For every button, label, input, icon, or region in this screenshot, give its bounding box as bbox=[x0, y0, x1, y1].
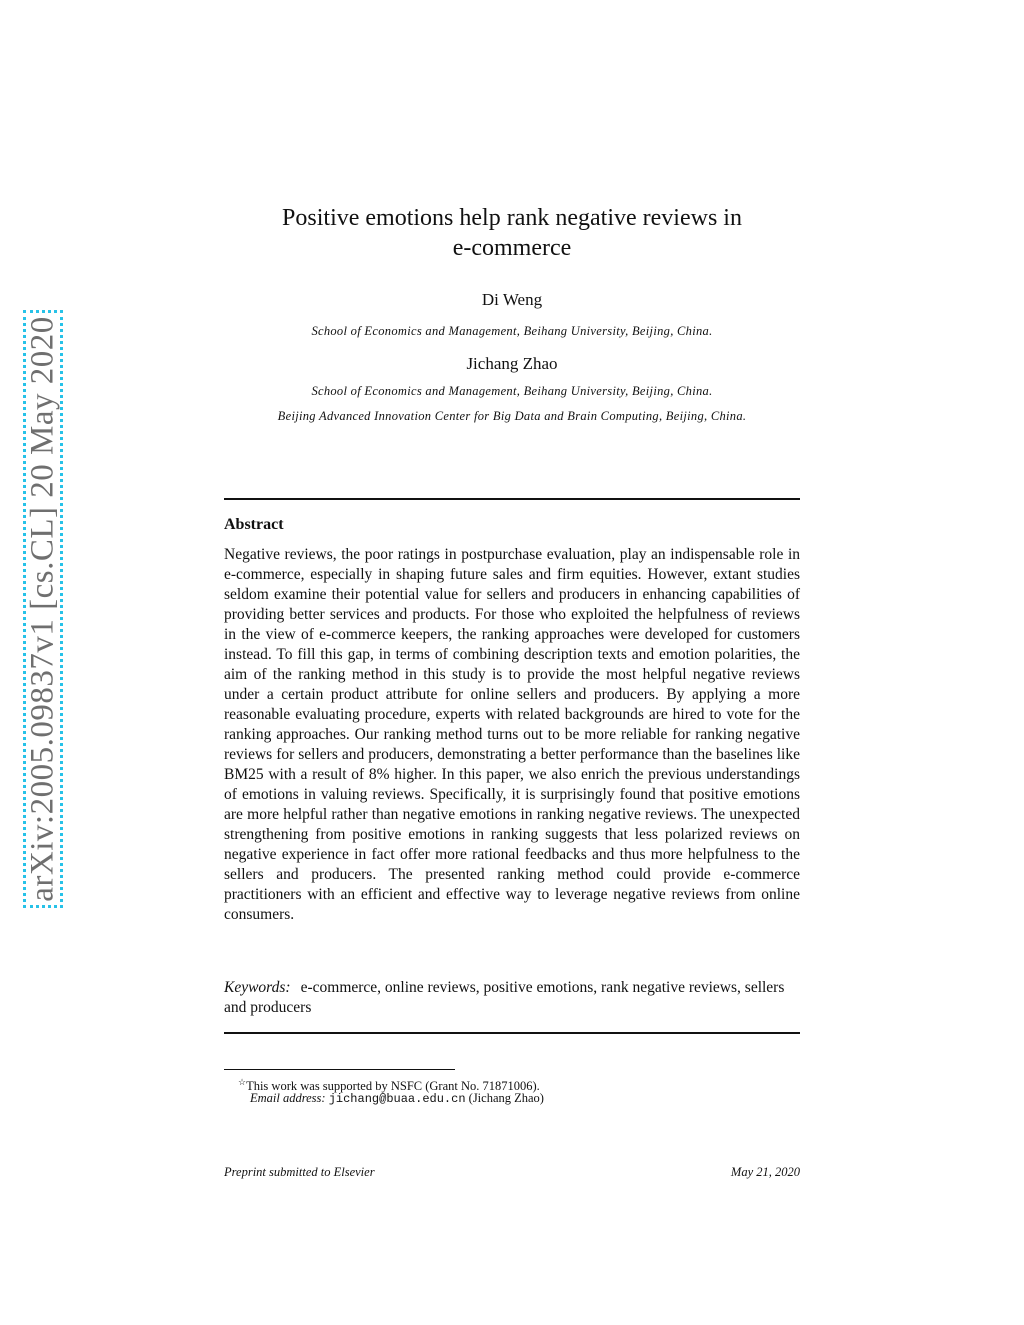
footer-date: May 21, 2020 bbox=[730, 1165, 800, 1179]
star-marker-icon: ☆ bbox=[238, 1077, 247, 1087]
abstract-top-rule bbox=[224, 498, 800, 500]
arxiv-stamp bbox=[23, 310, 63, 908]
author-name: Jichang Zhao bbox=[466, 354, 558, 373]
funding-text: This work was supported by NSFC (Grant No. 71871006). bbox=[246, 1079, 540, 1094]
preprint-note: Preprint submitted to Elsevier bbox=[224, 1165, 375, 1179]
keywords-label: Keywords: bbox=[224, 979, 291, 996]
footnote-rule bbox=[224, 1069, 455, 1070]
email-owner: (Jichang Zhao) bbox=[468, 1091, 544, 1105]
title-line-1: Positive emotions help rank negative reviews in bbox=[282, 205, 742, 231]
author-affiliation: School of Economics and Management, Beihang University, Beijing, China. bbox=[311, 324, 713, 338]
abstract-bottom-rule bbox=[224, 1032, 800, 1034]
paper-title bbox=[224, 203, 800, 263]
author-affiliation: School of Economics and Management, Beihang University, Beijing, China. bbox=[311, 384, 713, 398]
author-name: Di Weng bbox=[481, 290, 543, 309]
keywords-text: e-commerce, online reviews, positive emotions, rank negative reviews, sellers and producers bbox=[224, 979, 785, 1016]
email-label: Email address: bbox=[250, 1091, 326, 1105]
keywords bbox=[224, 978, 800, 1018]
abstract-heading: Abstract bbox=[224, 516, 284, 533]
arxiv-identifier: arXiv:2005.09837v1 [cs.CL] 20 May 2020 bbox=[24, 316, 61, 902]
title-line-2: e-commerce bbox=[452, 235, 572, 261]
email-address-link[interactable]: jichang@buaa.edu.cn bbox=[328, 1092, 466, 1106]
email-footnote bbox=[250, 1090, 810, 1107]
abstract-text: Negative reviews, the poor ratings in postpurchase evaluation, play an indispensable role in e-commerce, especially in shaping future sales and firm equities. However, extant studies seldom examine their potential value for sellers and producers in enhancing capabilities of providing better services and products. For those who exploited the helpfulness of reviews in the view of e-commerce keepers, the ranking approaches were developed for customers instead. To fill this gap, in terms of combining description texts and emotion polarities, the aim of the ranking method in this study is to provide the most helpful negative reviews under a certain product attribute for online sellers and producers. By applying a more reasonable evaluating procedure, experts with related backgrounds are hired to vote for the ranking approaches. Our ranking method turns out to be more reliable for ranking negative reviews for sellers and producers, demonstrating a better performance than the baselines like BM25 with a result of 8% higher. In this paper, we also enrich the previous understandings of emotions in valuing reviews. Specifically, it is surprisingly found that positive emotions are more helpful rather than negative emotions in ranking negative reviews. The unexpected strengthening from positive emotions in ranking suggests that less polarized reviews on negative experience in fact offer more rational feedbacks and thus more helpfulness to the sellers and producers. The presented ranking method could provide e-commerce practitioners with an efficient and effective way to leverage negative reviews from online consumers. bbox=[224, 546, 800, 923]
author-affiliation: Beijing Advanced Innovation Center for Big Data and Brain Computing, Beijing, China. bbox=[277, 409, 747, 423]
